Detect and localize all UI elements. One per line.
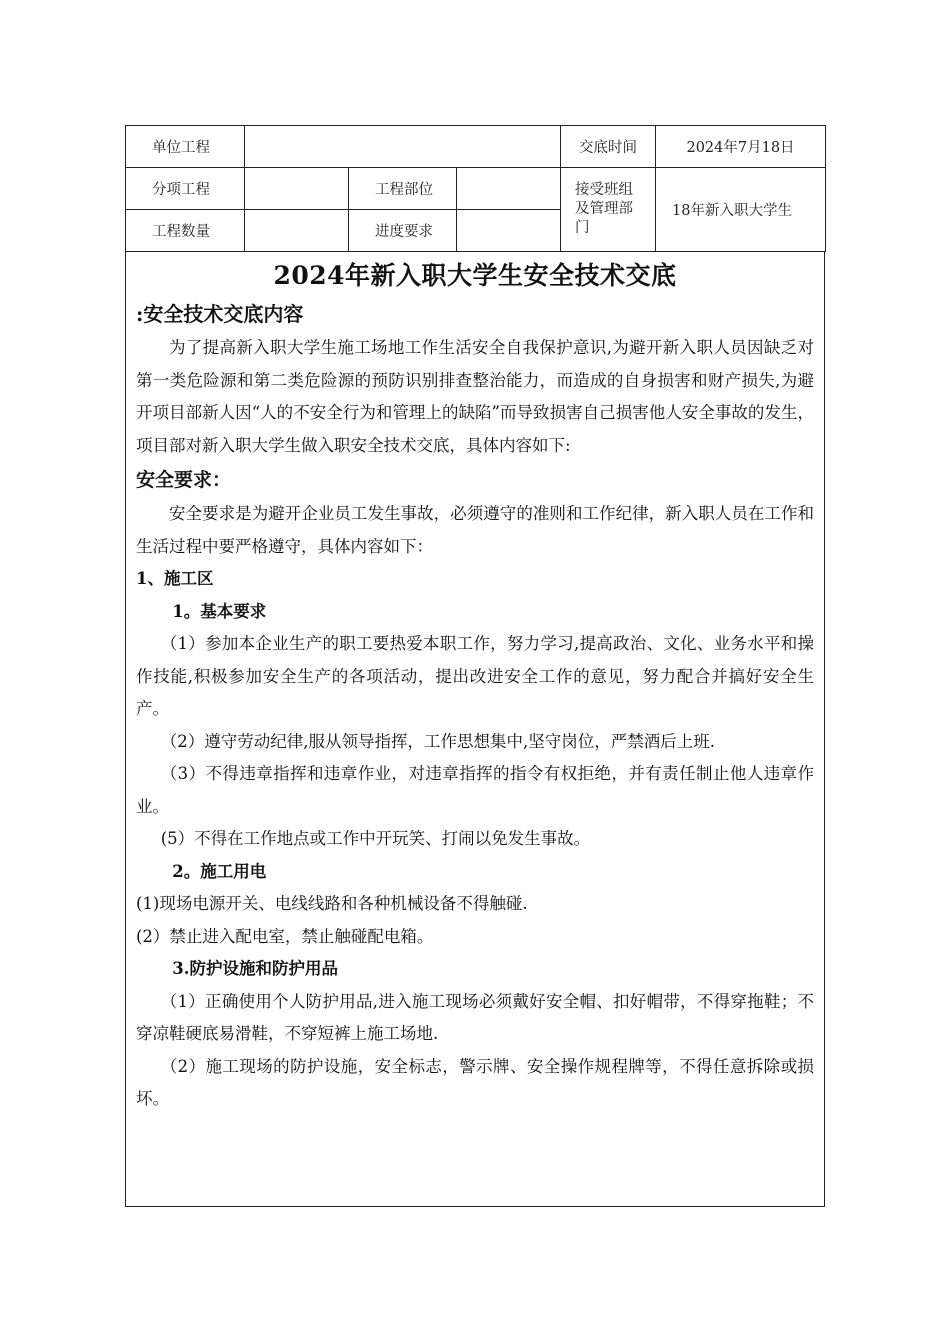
handover-time-value: 2024年7月18日 (656, 126, 826, 168)
requirements-heading: 安全要求： (136, 469, 232, 491)
handover-time-label: 交底时间 (561, 126, 656, 168)
document-page (125, 125, 825, 1207)
receiver-value: 18年新入职大学生 (656, 168, 826, 252)
subsection-heading: 3.防护设施和防护用品 (172, 959, 339, 978)
sub-project-label: 分项工程 (126, 168, 245, 210)
subsection-heading: 2。施工用电 (172, 861, 267, 881)
content-heading: :安全技术交底内容 (136, 302, 304, 326)
progress-value (457, 210, 561, 252)
receiver-label: 接受班组及管理部门 (561, 168, 656, 252)
project-part-label: 工程部位 (349, 168, 457, 210)
content-box (125, 252, 825, 1207)
requirements-intro: 安全要求是为避开企业员工发生事故，必须遵守的准则和工作纪律，新入职人员在工作和生活过程中要严格遵守，具体内容如下： (136, 504, 814, 556)
header-table (125, 125, 826, 252)
list-item: （3）不得违章指挥和违章作业，对违章指挥的指令有权拒绝，并有责任制止他人违章作业。 (136, 764, 814, 816)
unit-project-label: 单位工程 (126, 126, 245, 168)
intro-paragraph: 为了提高新入职大学生施工场地工作生活安全自我保护意识,为避开新入职人员因缺乏对第一类危险源和第二类危险源的预防识别排查整治能力，而造成的自身损害和财产损失,为避开项目部新人因“人的不安全行为和管理上的缺陷”而导致损害自己损害他人安全事故的发生，项目部对新入职大学生做入职安全技术交底，具体内容如下: (136, 338, 814, 455)
quantity-label: 工程数量 (126, 210, 245, 252)
subsection-heading: 1。基本要求 (172, 601, 267, 621)
progress-label: 进度要求 (349, 210, 457, 252)
sub-project-value (245, 168, 349, 210)
list-item: （1）参加本企业生产的职工要热爱本职工作，努力学习,提高政治、文化、业务水平和操作技能,积极参加安全生产的各项活动，提出改进安全工作的意见，努力配合并搞好安全生产。 (136, 634, 814, 718)
section-heading: 1、施工区 (136, 569, 214, 588)
list-item: （1）正确使用个人防护用品,进入施工现场必须戴好安全帽、扣好帽带，不得穿拖鞋；不穿凉鞋硬底易滑鞋，不穿短裤上施工场地. (136, 991, 814, 1043)
quantity-value (245, 210, 349, 252)
unit-project-value (245, 126, 561, 168)
project-part-value (457, 168, 561, 210)
list-item: （2）遵守劳动纪律,服从领导指挥，工作思想集中,坚守岗位，严禁酒后上班. (160, 731, 715, 751)
list-item: (2）禁止进入配电室，禁止触碰配电箱。 (136, 926, 434, 946)
list-item: (5）不得在工作地点或工作中开玩笑、打闹以免发生事故。 (160, 829, 591, 848)
document-title: 2024年新入职大学生安全技术交底 (273, 261, 677, 290)
list-item: (1)现场电源开关、电线线路和各种机械设备不得触碰. (136, 894, 528, 913)
list-item: （2）施工现场的防护设施，安全标志，警示牌、安全操作规程牌等，不得任意拆除或损坏。 (136, 1056, 814, 1108)
